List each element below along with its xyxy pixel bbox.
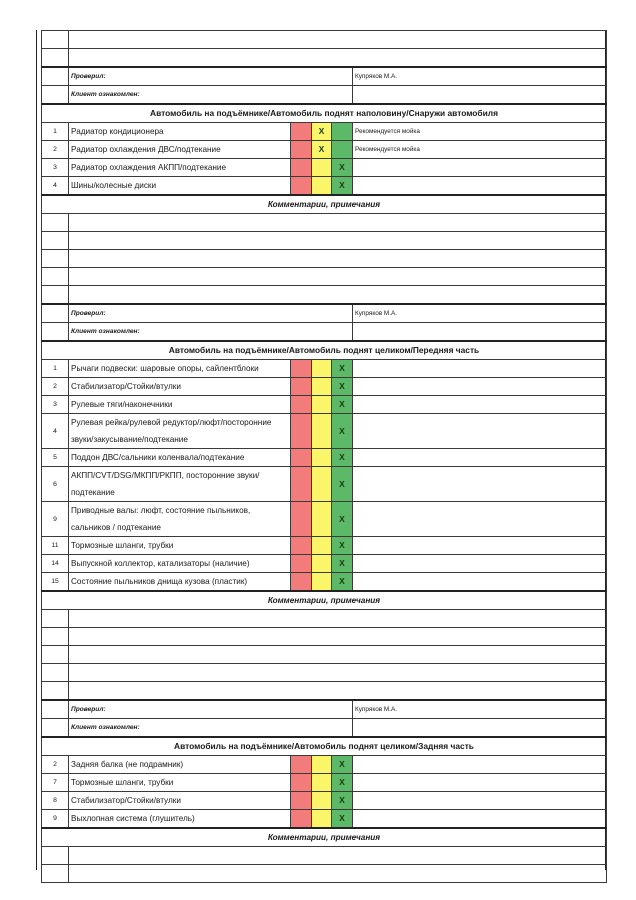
check-mark-icon: X bbox=[339, 777, 345, 787]
status-yellow-cell[interactable] bbox=[312, 123, 332, 141]
status-yellow-cell[interactable] bbox=[312, 555, 332, 573]
row-number-cell bbox=[42, 49, 69, 68]
checked-by-name: Купряков М.А. bbox=[353, 700, 607, 719]
check-mark-icon: X bbox=[318, 126, 325, 136]
client-acknowledged-label: Клиент ознакомлен: bbox=[69, 719, 353, 738]
status-green-cell[interactable] bbox=[332, 123, 353, 141]
checklist-item-row bbox=[42, 792, 607, 810]
status-red-cell[interactable] bbox=[291, 414, 312, 449]
row-number-cell bbox=[42, 628, 69, 646]
item-number: 1 bbox=[42, 360, 69, 378]
blank-row bbox=[42, 49, 607, 68]
comment-row bbox=[42, 286, 607, 305]
row-number-cell bbox=[42, 682, 69, 701]
row-number-cell bbox=[42, 214, 69, 232]
client-signature-field[interactable] bbox=[353, 323, 607, 342]
client-signature-field[interactable] bbox=[353, 86, 607, 105]
checklist-item-row bbox=[42, 555, 607, 573]
checklist-item-row bbox=[42, 810, 607, 829]
status-green-cell[interactable] bbox=[332, 177, 353, 196]
check-mark-icon: X bbox=[339, 180, 345, 190]
comment-input-cell[interactable] bbox=[69, 865, 607, 883]
page-left-border bbox=[36, 30, 37, 870]
status-yellow-cell[interactable] bbox=[312, 141, 332, 159]
item-number: 15 bbox=[42, 573, 69, 592]
status-green-cell[interactable] bbox=[332, 756, 353, 774]
checked-by-name: Купряков М.А. bbox=[353, 304, 607, 323]
comment-row bbox=[42, 232, 607, 250]
check-mark-icon: X bbox=[318, 144, 325, 154]
status-red-cell[interactable] bbox=[291, 449, 312, 467]
section-header-row bbox=[42, 341, 607, 360]
checklist-item-row bbox=[42, 414, 607, 449]
status-green-cell[interactable] bbox=[332, 467, 353, 502]
status-green-cell[interactable] bbox=[332, 810, 353, 829]
check-mark-icon: X bbox=[339, 452, 345, 462]
item-description: Тормозные шланги, трубки bbox=[69, 537, 291, 555]
row-number-cell bbox=[42, 232, 69, 250]
status-yellow-cell[interactable] bbox=[312, 449, 332, 467]
check-mark-icon: X bbox=[339, 162, 345, 172]
item-note[interactable]: Рекомендуется мойка bbox=[353, 123, 607, 141]
comment-row bbox=[42, 865, 607, 883]
row-number-cell bbox=[42, 31, 69, 49]
item-description: Стабилизатор/Стойки/втулки bbox=[69, 792, 291, 810]
item-number: 6 bbox=[42, 467, 69, 502]
status-yellow-cell[interactable] bbox=[312, 810, 332, 829]
comments-title: Комментарии, примечания bbox=[42, 591, 607, 610]
status-green-cell[interactable] bbox=[332, 159, 353, 177]
status-red-cell[interactable] bbox=[291, 573, 312, 592]
blank-cell bbox=[42, 67, 69, 86]
item-number: 5 bbox=[42, 449, 69, 467]
item-number: 11 bbox=[42, 537, 69, 555]
blank-cell bbox=[42, 304, 69, 323]
blank-row bbox=[42, 31, 607, 49]
item-description: Приводные валы: люфт, состояние пыльников, сальников / подтекание bbox=[69, 502, 291, 537]
row-number-cell bbox=[42, 865, 69, 883]
item-note[interactable] bbox=[353, 449, 607, 467]
signature-client-row bbox=[42, 86, 607, 105]
status-green-cell[interactable] bbox=[332, 573, 353, 592]
status-red-cell[interactable] bbox=[291, 378, 312, 396]
item-note[interactable] bbox=[353, 810, 607, 829]
check-mark-icon: X bbox=[339, 540, 345, 550]
item-note[interactable] bbox=[353, 537, 607, 555]
item-description: Радиатор охлаждения АКПП/подтекание bbox=[69, 159, 291, 177]
comment-input-cell[interactable] bbox=[69, 610, 607, 628]
item-description: Радиатор кондиционера bbox=[69, 123, 291, 141]
comment-input-cell[interactable] bbox=[69, 31, 607, 49]
comment-row bbox=[42, 664, 607, 682]
status-yellow-cell[interactable] bbox=[312, 159, 332, 177]
item-description: Стабилизатор/Стойки/втулки bbox=[69, 378, 291, 396]
status-red-cell[interactable] bbox=[291, 756, 312, 774]
item-description: Состояние пыльников днища кузова (пластик) bbox=[69, 573, 291, 592]
comment-input-cell[interactable] bbox=[69, 49, 607, 68]
comment-input-cell[interactable] bbox=[69, 682, 607, 701]
checklist-item-row bbox=[42, 378, 607, 396]
item-note[interactable] bbox=[353, 573, 607, 592]
checked-by-name: Купряков М.А. bbox=[353, 67, 607, 86]
check-mark-icon: X bbox=[339, 399, 345, 409]
item-number: 7 bbox=[42, 774, 69, 792]
client-signature-field[interactable] bbox=[353, 719, 607, 738]
status-red-cell[interactable] bbox=[291, 396, 312, 414]
comment-input-cell[interactable] bbox=[69, 847, 607, 865]
comment-input-cell[interactable] bbox=[69, 646, 607, 664]
checklist-item-row bbox=[42, 159, 607, 177]
check-mark-icon: X bbox=[339, 813, 345, 823]
status-yellow-cell[interactable] bbox=[312, 396, 332, 414]
item-number: 2 bbox=[42, 378, 69, 396]
item-description: Тормозные шланги, трубки bbox=[69, 774, 291, 792]
item-note[interactable] bbox=[353, 792, 607, 810]
status-green-cell[interactable] bbox=[332, 502, 353, 537]
check-mark-icon: X bbox=[339, 513, 345, 524]
item-number: 2 bbox=[42, 756, 69, 774]
row-number-cell bbox=[42, 847, 69, 865]
check-mark-icon: X bbox=[339, 759, 345, 769]
checklist-item-row bbox=[42, 449, 607, 467]
comments-header-row bbox=[42, 591, 607, 610]
blank-cell bbox=[42, 86, 69, 105]
status-red-cell[interactable] bbox=[291, 537, 312, 555]
item-note[interactable] bbox=[353, 360, 607, 378]
checked-by-label: Проверил: bbox=[69, 304, 353, 323]
item-description: Поддон ДВС/сальники коленвала/подтекание bbox=[69, 449, 291, 467]
check-mark-icon: X bbox=[339, 363, 345, 373]
inspection-sheet bbox=[41, 30, 606, 883]
item-note[interactable] bbox=[353, 756, 607, 774]
status-green-cell[interactable] bbox=[332, 396, 353, 414]
section-header-row bbox=[42, 737, 607, 756]
status-red-cell[interactable] bbox=[291, 360, 312, 378]
item-note[interactable] bbox=[353, 502, 607, 537]
checklist-item-row bbox=[42, 141, 607, 159]
status-yellow-cell[interactable] bbox=[312, 774, 332, 792]
item-number: 9 bbox=[42, 810, 69, 829]
item-number: 3 bbox=[42, 396, 69, 414]
item-description: Рулевая рейка/рулевой редуктор/люфт/посторонние звуки/закусывание/подтекание bbox=[69, 414, 291, 449]
signature-checked-row bbox=[42, 67, 607, 86]
item-note[interactable] bbox=[353, 177, 607, 196]
comment-row bbox=[42, 214, 607, 232]
comment-row bbox=[42, 628, 607, 646]
row-number-cell bbox=[42, 646, 69, 664]
status-red-cell[interactable] bbox=[291, 467, 312, 502]
comment-input-cell[interactable] bbox=[69, 250, 607, 268]
status-green-cell[interactable] bbox=[332, 449, 353, 467]
status-green-cell[interactable] bbox=[332, 792, 353, 810]
item-description: Рычаги подвески: шаровые опоры, сайлентблоки bbox=[69, 360, 291, 378]
row-number-cell bbox=[42, 610, 69, 628]
status-yellow-cell[interactable] bbox=[312, 537, 332, 555]
section-title: Автомобиль на подъёмнике/Автомобиль поднят наполовину/Снаружи автомобиля bbox=[42, 104, 607, 123]
comment-input-cell[interactable] bbox=[69, 268, 607, 286]
checklist-item-row bbox=[42, 502, 607, 537]
check-mark-icon: X bbox=[339, 478, 345, 489]
check-mark-icon: X bbox=[339, 576, 345, 586]
signature-client-row bbox=[42, 719, 607, 738]
comment-row bbox=[42, 268, 607, 286]
status-green-cell[interactable] bbox=[332, 774, 353, 792]
checklist-item-row bbox=[42, 177, 607, 196]
status-green-cell[interactable] bbox=[332, 414, 353, 449]
item-number: 14 bbox=[42, 555, 69, 573]
item-description: АКПП/CVT/DSG/МКПП/РКПП, посторонние звуки/ подтекание bbox=[69, 467, 291, 502]
comment-row bbox=[42, 847, 607, 865]
row-number-cell bbox=[42, 286, 69, 305]
status-green-cell[interactable] bbox=[332, 378, 353, 396]
check-mark-icon: X bbox=[339, 425, 345, 436]
blank-cell bbox=[42, 700, 69, 719]
check-mark-icon: X bbox=[339, 795, 345, 805]
comment-row bbox=[42, 682, 607, 701]
status-red-cell[interactable] bbox=[291, 159, 312, 177]
item-number: 3 bbox=[42, 159, 69, 177]
status-yellow-cell[interactable] bbox=[312, 573, 332, 592]
item-number: 4 bbox=[42, 177, 69, 196]
item-number: 9 bbox=[42, 502, 69, 537]
section-header-row bbox=[42, 104, 607, 123]
item-note[interactable] bbox=[353, 159, 607, 177]
item-description: Радиатор охлаждения ДВС/подтекание bbox=[69, 141, 291, 159]
signature-client-row bbox=[42, 323, 607, 342]
status-green-cell[interactable] bbox=[332, 141, 353, 159]
checklist-item-row bbox=[42, 396, 607, 414]
section-title: Автомобиль на подъёмнике/Автомобиль поднят целиком/Передняя часть bbox=[42, 341, 607, 360]
status-yellow-cell[interactable] bbox=[312, 792, 332, 810]
checklist-item-row bbox=[42, 756, 607, 774]
comments-title: Комментарии, примечания bbox=[42, 828, 607, 847]
status-green-cell[interactable] bbox=[332, 537, 353, 555]
status-red-cell[interactable] bbox=[291, 502, 312, 537]
status-green-cell[interactable] bbox=[332, 360, 353, 378]
item-note[interactable] bbox=[353, 774, 607, 792]
comment-input-cell[interactable] bbox=[69, 286, 607, 305]
checklist-item-row bbox=[42, 123, 607, 141]
status-yellow-cell[interactable] bbox=[312, 502, 332, 537]
item-note[interactable] bbox=[353, 467, 607, 502]
item-description: Задняя балка (не подрамник) bbox=[69, 756, 291, 774]
status-red-cell[interactable] bbox=[291, 177, 312, 196]
comment-row bbox=[42, 610, 607, 628]
item-note[interactable]: Рекомендуется мойка bbox=[353, 141, 607, 159]
comment-input-cell[interactable] bbox=[69, 214, 607, 232]
status-red-cell[interactable] bbox=[291, 810, 312, 829]
checklist-item-row bbox=[42, 360, 607, 378]
comment-input-cell[interactable] bbox=[69, 628, 607, 646]
section-title: Автомобиль на подъёмнике/Автомобиль поднят целиком/Задняя часть bbox=[42, 737, 607, 756]
status-red-cell[interactable] bbox=[291, 141, 312, 159]
item-number: 1 bbox=[42, 123, 69, 141]
status-yellow-cell[interactable] bbox=[312, 360, 332, 378]
status-red-cell[interactable] bbox=[291, 792, 312, 810]
item-note[interactable] bbox=[353, 555, 607, 573]
row-number-cell bbox=[42, 664, 69, 682]
comments-title: Комментарии, примечания bbox=[42, 195, 607, 214]
signature-checked-row bbox=[42, 700, 607, 719]
checklist-item-row bbox=[42, 467, 607, 502]
status-red-cell[interactable] bbox=[291, 555, 312, 573]
item-description: Шины/колесные диски bbox=[69, 177, 291, 196]
status-yellow-cell[interactable] bbox=[312, 414, 332, 449]
comment-row bbox=[42, 250, 607, 268]
check-mark-icon: X bbox=[339, 381, 345, 391]
checked-by-label: Проверил: bbox=[69, 67, 353, 86]
client-acknowledged-label: Клиент ознакомлен: bbox=[69, 86, 353, 105]
item-description: Выпускной коллектор, катализаторы (наличие) bbox=[69, 555, 291, 573]
status-red-cell[interactable] bbox=[291, 123, 312, 141]
item-number: 8 bbox=[42, 792, 69, 810]
status-yellow-cell[interactable] bbox=[312, 378, 332, 396]
check-mark-icon: X bbox=[339, 558, 345, 568]
status-yellow-cell[interactable] bbox=[312, 467, 332, 502]
item-number: 4 bbox=[42, 414, 69, 449]
comment-input-cell[interactable] bbox=[69, 232, 607, 250]
blank-cell bbox=[42, 323, 69, 342]
comments-header-row bbox=[42, 195, 607, 214]
blank-cell bbox=[42, 719, 69, 738]
row-number-cell bbox=[42, 250, 69, 268]
status-red-cell[interactable] bbox=[291, 774, 312, 792]
item-note[interactable] bbox=[353, 414, 607, 449]
item-note[interactable] bbox=[353, 378, 607, 396]
checked-by-label: Проверил: bbox=[69, 700, 353, 719]
status-yellow-cell[interactable] bbox=[312, 177, 332, 196]
status-green-cell[interactable] bbox=[332, 555, 353, 573]
comment-row bbox=[42, 646, 607, 664]
comment-input-cell[interactable] bbox=[69, 664, 607, 682]
signature-checked-row bbox=[42, 304, 607, 323]
item-number: 2 bbox=[42, 141, 69, 159]
inspection-table bbox=[41, 30, 607, 883]
item-note[interactable] bbox=[353, 396, 607, 414]
row-number-cell bbox=[42, 268, 69, 286]
status-yellow-cell[interactable] bbox=[312, 756, 332, 774]
checklist-item-row bbox=[42, 537, 607, 555]
checklist-item-row bbox=[42, 573, 607, 592]
item-description: Рулевые тяги/наконечники bbox=[69, 396, 291, 414]
checklist-item-row bbox=[42, 774, 607, 792]
client-acknowledged-label: Клиент ознакомлен: bbox=[69, 323, 353, 342]
comments-header-row bbox=[42, 828, 607, 847]
item-description: Выхлопная система (глушитель) bbox=[69, 810, 291, 829]
